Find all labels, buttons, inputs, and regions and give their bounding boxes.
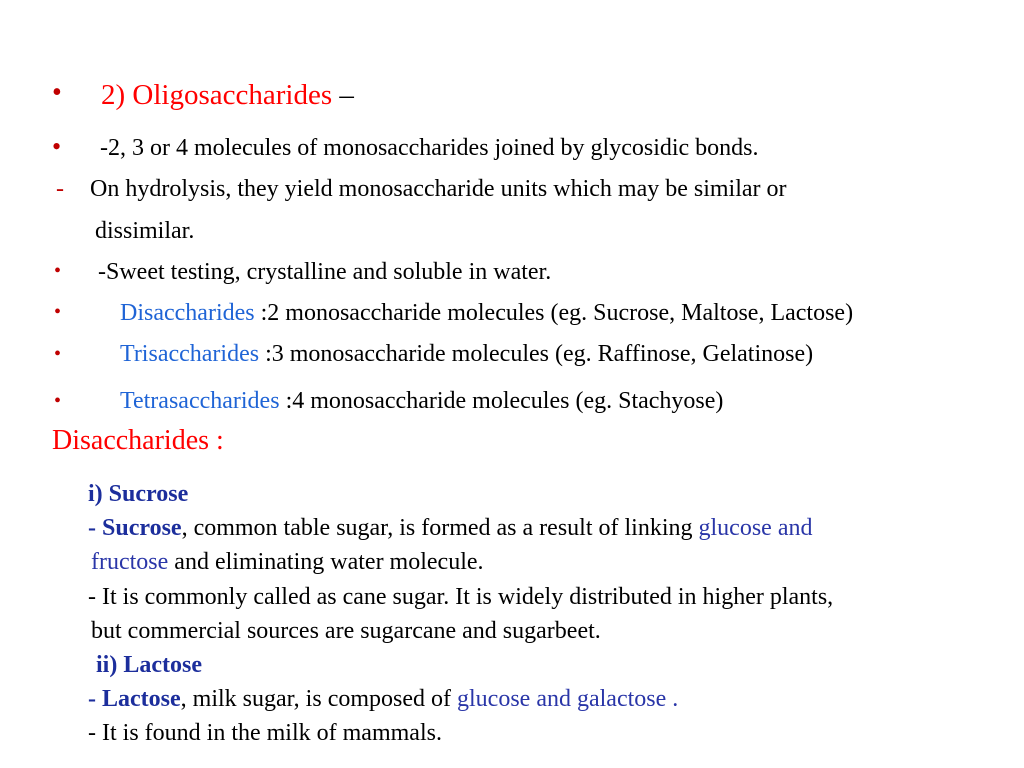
oligosaccharides-heading — [101, 80, 354, 110]
section-heading: Disaccharides : — [52, 425, 224, 456]
fructose-highlight: fructose — [91, 549, 169, 575]
term-disaccharides: Disaccharides — [120, 300, 255, 326]
sucrose-highlight: glucose and — [698, 515, 813, 541]
bullet-marker: • — [52, 132, 62, 161]
bullet-marker: • — [52, 77, 62, 108]
bullet-continuation: dissimilar. — [95, 218, 195, 244]
lactose-line-1 — [88, 684, 678, 714]
heading-dash: – — [332, 79, 354, 111]
heading-text: 2) Oligosaccharides — [101, 79, 333, 111]
term-tetrasaccharides: Tetrasaccharides — [120, 388, 280, 414]
trisaccharides-item — [120, 339, 813, 369]
sucrose-line-2 — [91, 547, 484, 577]
bullet-text: -2, 3 or 4 molecules of monosaccharides joined by glycosidic bonds. — [100, 135, 759, 161]
term-trisaccharides: Trisaccharides — [120, 341, 260, 367]
disaccharides-item — [120, 298, 853, 328]
bullet-text: On hydrolysis, they yield monosaccharide units which may be similar or — [90, 176, 787, 202]
lactose-term: Lactose — [102, 686, 181, 712]
lactose-dash: - — [88, 686, 102, 712]
bullet-marker: • — [54, 343, 62, 365]
dash-marker: - — [56, 176, 64, 202]
term-description: :3 monosaccharide molecules (eg. Raffinose, Gelatinose) — [259, 341, 814, 367]
term-description: :2 monosaccharide molecules (eg. Sucrose, Maltose, Lactose) — [254, 300, 854, 326]
bullet-text: -Sweet testing, crystalline and soluble in water. — [98, 259, 552, 285]
sucrose-line-1 — [88, 513, 812, 543]
bullet-marker: • — [54, 260, 62, 282]
lactose-line-2: - It is found in the milk of mammals. — [88, 720, 442, 746]
lactose-text: , milk sugar, is composed of — [180, 686, 457, 712]
sucrose-title: i) Sucrose — [88, 481, 189, 507]
lactose-highlight: glucose and galactose . — [457, 686, 679, 712]
sucrose-text: and eliminating water molecule. — [168, 549, 484, 575]
sucrose-term: Sucrose — [102, 515, 182, 541]
bullet-marker: • — [54, 390, 62, 412]
lactose-title: ii) Lactose — [96, 652, 202, 678]
sucrose-dash: - — [88, 515, 102, 541]
sucrose-line-3: - It is commonly called as cane sugar. It is widely distributed in higher plants, — [88, 584, 834, 610]
tetrasaccharides-item — [120, 386, 723, 416]
bullet-marker: • — [54, 301, 62, 323]
term-description: :4 monosaccharide molecules (eg. Stachyose) — [279, 388, 724, 414]
sucrose-line-4: but commercial sources are sugarcane and sugarbeet. — [91, 618, 601, 644]
sucrose-text: , common table sugar, is formed as a result of linking — [181, 515, 699, 541]
